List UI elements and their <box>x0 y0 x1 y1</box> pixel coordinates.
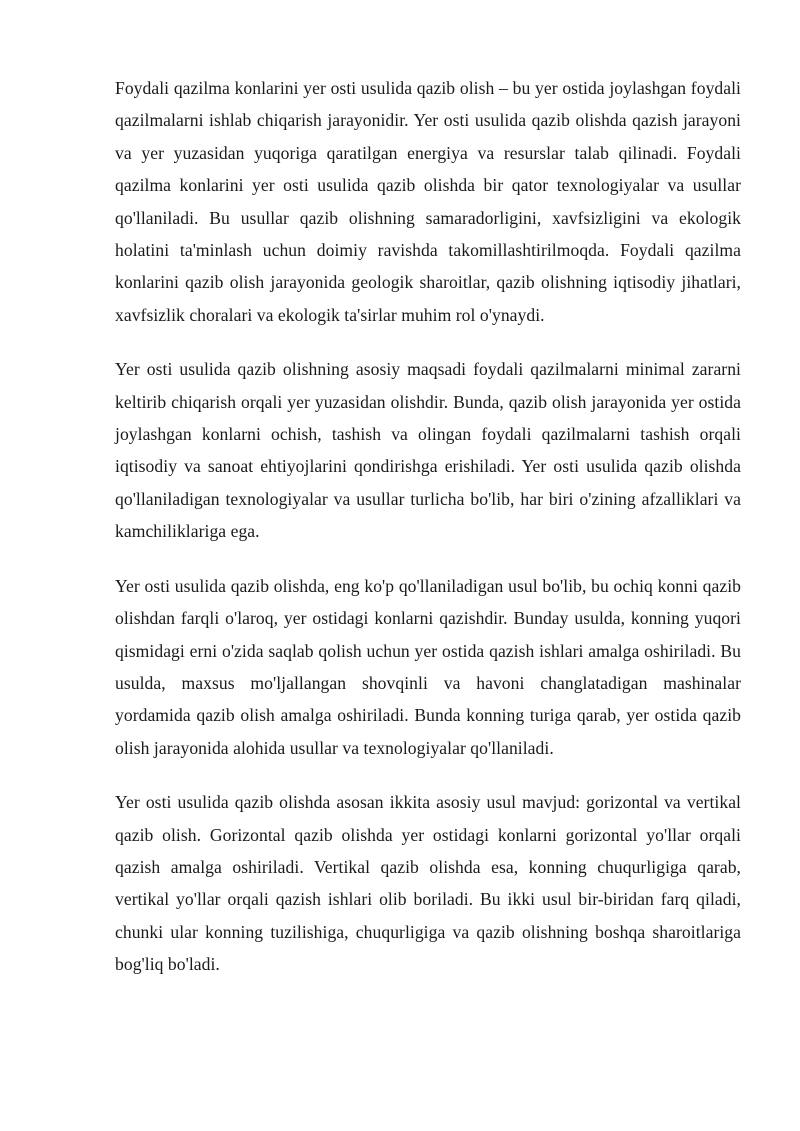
paragraph-4: Yer osti usulida qazib olishda asosan ikkita asosiy usul mavjud: gorizontal va vertikal qazib olish. Gorizontal qazib olishda yer ostidagi konlarni gorizontal yo'llar orqali qazish amalga oshiriladi. Vertikal qazib olishda esa, konning chuqurligiga qarab, vertikal yo'llar orqali qazish ishlari olib boriladi. Bu ikki usul bir-biridan farq qiladi, chunki ular konning tuzilishiga, chuqurligiga va qazib olishning boshqa sharoitlariga bog'liq bo'ladi. <box>115 792 741 975</box>
paragraph-1: Foydali qazilma konlarini yer osti usulida qazib olish – bu yer ostida joylashgan foydali qazilmalarni ishlab chiqarish jarayonidir. Yer osti usulida qazib olishda qazish jarayoni va yer yuzasidan yuqoriga qaratilgan energiya va resurslar talab qilinadi. Foydali qazilma konlarini yer osti usulida qazib olishda bir qator texnologiyalar va usullar qo'llaniladi. Bu usullar qazib olishning samaradorligini, xavfsizligini va ekologik holatini ta'minlash uchun doimiy ravishda takomillashtirilmoqda. Foydali qazilma konlarini qazib olish jarayonida geologik sharoitlar, qazib olishning iqtisodiy jihatlari, xavfsizlik choralari va ekologik ta'sirlar muhim rol o'ynaydi. <box>115 78 741 325</box>
paragraph-2: Yer osti usulida qazib olishning asosiy maqsadi foydali qazilmalarni minimal zararni keltirib chiqarish orqali yer yuzasidan olishdir. Bunda, qazib olish jarayonida yer ostida joylashgan konlarni ochish, tashish va olingan foydali qazilmalarni tashish orqali iqtisodiy va sanoat ehtiyojlarini qondirishga erishiladi. Yer osti usulida qazib olishda qo'llaniladigan texnologiyalar va usullar turlicha bo'lib, har biri o'zining afzalliklari va kamchiliklariga ega. <box>115 359 741 542</box>
document-body <box>115 72 741 981</box>
paragraph-3: Yer osti usulida qazib olishda, eng ko'p qo'llaniladigan usul bo'lib, bu ochiq konni qazib olishdan farqli o'laroq, yer ostidagi konlarni qazishdir. Bunday usulda, konning yuqori qismidagi erni o'zida saqlab qolish uchun yer ostida qazish ishlari amalga oshiriladi. Bu usulda, maxsus mo'ljallangan shovqinli va havoni changlatadigan mashinalar yordamida qazib olish amalga oshiriladi. Bunda konning turiga qarab, yer ostida qazib olish jarayonida alohida usullar va texnologiyalar qo'llaniladi. <box>115 575 741 758</box>
